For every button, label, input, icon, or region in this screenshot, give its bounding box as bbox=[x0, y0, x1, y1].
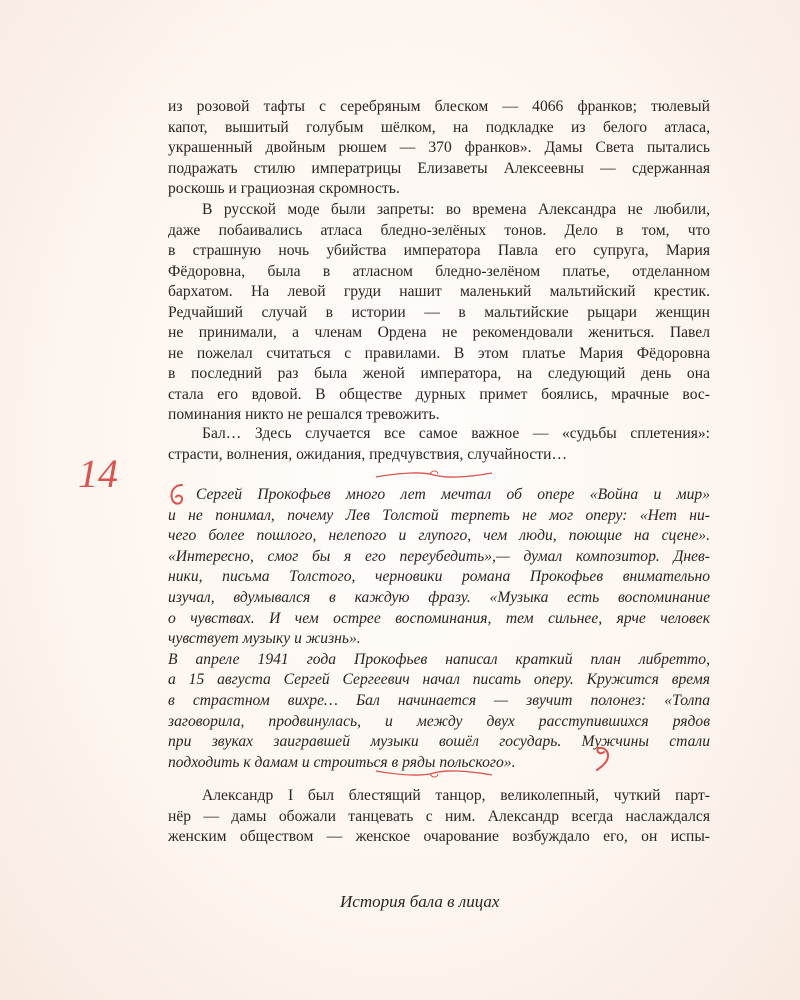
text-line: поминания никто не решался тревожить. bbox=[168, 406, 440, 423]
quote-line: чего более пошлого, нелепого и глупого, чем люди, поющие на сцене». bbox=[168, 527, 710, 545]
quote-line: В апреле 1941 года Прокофьев написал краткий план либретто, bbox=[168, 650, 710, 668]
quote-line: подходить к дамам и строиться в ряды польского». bbox=[168, 753, 516, 771]
flourish-divider-bottom bbox=[374, 766, 494, 780]
text-line: роскошь и грациозная скромность. bbox=[168, 180, 400, 197]
text-line: в последний раз была женой императора, на следующий день она bbox=[168, 365, 710, 382]
quote-line: и не понимал, почему Лев Толстой терпеть не мог оперу: «Нет ни- bbox=[168, 506, 710, 524]
text-line: В русской моде были запреты: во времена Александра не любили, bbox=[202, 201, 710, 218]
text-line: не принимали, а членам Ордена не рекомендовали жениться. Павел bbox=[168, 324, 710, 341]
quote-line: ники, письма Толстого, черновики романа Прокофьев внимательно bbox=[168, 568, 710, 586]
paragraph-4 bbox=[168, 786, 710, 848]
text-line: Фёдоровна, была в атласном бледно-зелёном платье, отделанном bbox=[168, 262, 710, 280]
page-number: 14 bbox=[78, 451, 118, 496]
text-line: из розовой тафты с серебряным блеском — 4066 франков; тюлевый bbox=[168, 98, 710, 115]
quote-line: а 15 августа Сергей Сергеевич начал писать оперу. Кружится время bbox=[168, 671, 710, 689]
text-line: капот, вышитый голубым шёлком, на подкладке из белого атласа, bbox=[168, 118, 710, 136]
text-line: страсти, волнения, ожидания, предчувствия, случайности… bbox=[168, 445, 568, 463]
text-line: подражать стилю императрицы Елизаветы Алексеевны — сдержанная bbox=[168, 159, 710, 177]
text-line: женским обществом — женское очарование возбуждало его, он испы- bbox=[168, 828, 710, 845]
running-footer-title: История бала в лицах bbox=[340, 892, 500, 911]
paragraph-1 bbox=[168, 97, 710, 200]
text-line: даже побаивались атласа бледно-зелёных тонов. Дело в том, что bbox=[168, 221, 710, 239]
paragraph-2 bbox=[168, 200, 710, 426]
prokofiev-quote bbox=[168, 485, 710, 773]
quote-line: изучал, вдумывался в каждую фразу. «Музыка есть воспоминание bbox=[168, 588, 710, 606]
quote-line: о чувствах. И чем острее воспоминания, тем сильнее, ярче человек bbox=[168, 609, 710, 627]
quote-close-icon bbox=[592, 744, 614, 772]
text-line: украшенный двойным рюшем — 370 франков». Дамы Света пытались bbox=[168, 139, 710, 156]
text-line: стала его вдовой. В обществе дурных примет боялись, мрачные вос- bbox=[168, 385, 710, 403]
text-line: Бал… Здесь случается все самое важное — «судьбы сплетения»: bbox=[202, 425, 710, 442]
flourish-divider-top bbox=[374, 468, 494, 482]
quote-line: при звуках заигравшей музыки вошёл государь. Мужчины стали bbox=[168, 733, 710, 751]
paragraph-3 bbox=[168, 424, 710, 465]
quote-line: в страстном вихре… Бал начинается — звучит полонез: «Толпа bbox=[168, 691, 710, 709]
text-line: Редчайший случай в истории — в мальтийские рыцари женщин bbox=[168, 303, 710, 321]
text-line: не пожелал считаться с правилами. В этом платье Мария Фёдоровна bbox=[168, 344, 710, 362]
text-line: в страшную ночь убийства императора Павла его супруга, Мария bbox=[168, 242, 710, 259]
text-line: бархатом. На левой груди нашит маленький мальтийский крестик. bbox=[168, 283, 710, 300]
text-line: Александр I был блестящий танцор, великолепный, чуткий парт- bbox=[202, 787, 710, 804]
quote-line: заговорила, продвинулась, и между двух расступившихся рядов bbox=[168, 712, 710, 730]
quote-line: Сергей Прокофьев много лет мечтал об опере «Война и мир» bbox=[196, 486, 710, 503]
quote-line: чувствует музыку и жизнь». bbox=[168, 630, 361, 648]
text-line: нёр — дамы обожали танцевать с ним. Александр всегда наслаждался bbox=[168, 807, 710, 825]
quote-line: «Интересно, смог бы я его переубедить»,— думал композитор. Днев- bbox=[168, 547, 710, 565]
